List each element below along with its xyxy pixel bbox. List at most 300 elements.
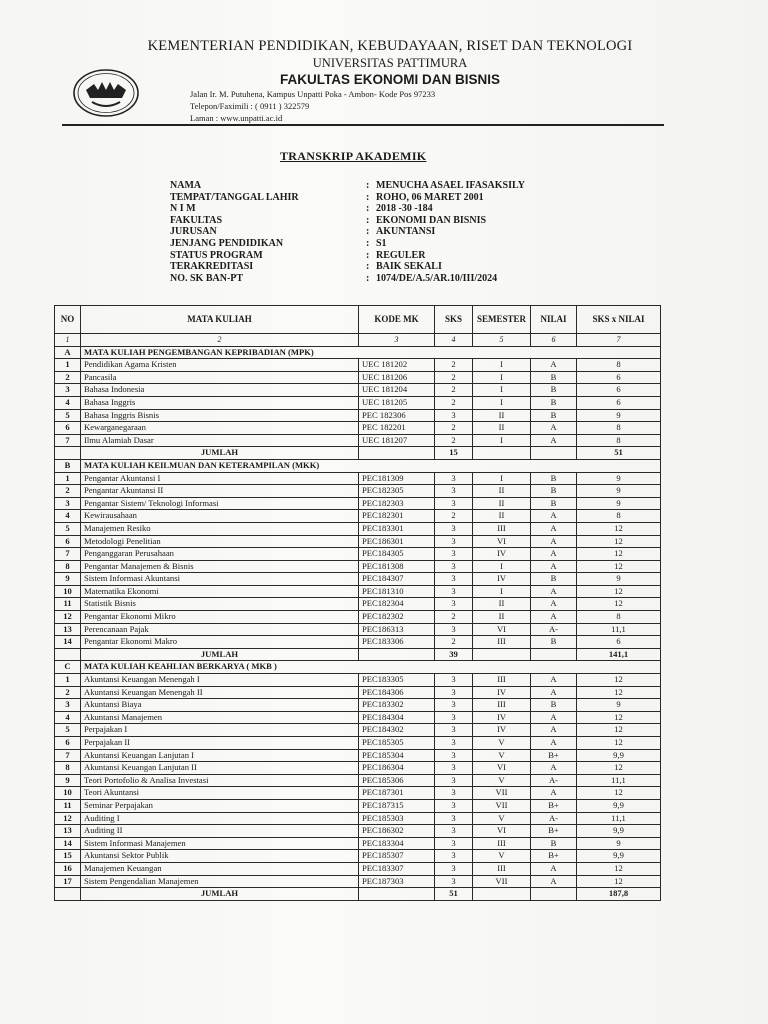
score: 6 (577, 636, 661, 649)
course-name: Akuntansi Biaya (81, 699, 359, 712)
semester: VII (473, 875, 531, 888)
total-spacer (531, 648, 577, 661)
sks: 3 (435, 787, 473, 800)
total-spacer (531, 447, 577, 460)
sks: 3 (435, 875, 473, 888)
score: 6 (577, 396, 661, 409)
info-value: AKUNTANSI (376, 226, 436, 238)
course-name: Seminar Perpajakan (81, 799, 359, 812)
score: 8 (577, 422, 661, 435)
row-no: 4 (55, 711, 81, 724)
info-value: MENUCHA ASAEL IFASAKSILY (376, 180, 525, 191)
score: 9 (577, 472, 661, 485)
course-name: Bahasa Indonesia (81, 384, 359, 397)
sks: 3 (435, 762, 473, 775)
course-code: PEC181309 (359, 472, 435, 485)
course-code: PEC184304 (359, 711, 435, 724)
course-code: PEC186313 (359, 623, 435, 636)
table-row (55, 711, 661, 724)
semester: I (473, 585, 531, 598)
grade: A (531, 510, 577, 523)
info-value: 1074/DE/A.5/AR.10/III/2024 (376, 272, 498, 284)
semester: III (473, 837, 531, 850)
course-name: Manajemen Keuangan (81, 862, 359, 875)
semester: II (473, 611, 531, 624)
score: 12 (577, 875, 661, 888)
course-code: UEC 181204 (359, 384, 435, 397)
student-info-row (170, 273, 525, 285)
course-name: Akuntansi Keuangan Lanjutan II (81, 762, 359, 775)
grade: B (531, 497, 577, 510)
grade: A (531, 585, 577, 598)
course-name: Bahasa Inggris Bisnis (81, 409, 359, 422)
sks: 2 (435, 636, 473, 649)
table-row (55, 636, 661, 649)
table-row (55, 686, 661, 699)
course-name: Pengantar Manajemen & Bisnis (81, 560, 359, 573)
score: 9 (577, 699, 661, 712)
table-row (55, 573, 661, 586)
info-value: EKONOMI DAN BISNIS (376, 214, 487, 226)
table-row (55, 611, 661, 624)
faculty-name: FAKULTAS EKONOMI DAN BISNIS (279, 72, 500, 87)
total-sks: 51 (435, 888, 473, 901)
university-name: UNIVERSITAS PATTIMURA (312, 56, 468, 70)
info-colon: : (366, 237, 370, 249)
info-label: FAKULTAS (170, 214, 223, 226)
row-no: 12 (55, 611, 81, 624)
info-colon: : (366, 226, 370, 238)
student-info-row (170, 180, 525, 192)
course-code: PEC186304 (359, 762, 435, 775)
course-code: PEC183304 (359, 837, 435, 850)
course-code: PEC184306 (359, 686, 435, 699)
row-no: 7 (55, 434, 81, 447)
course-name: Ilmu Alamiah Dasar (81, 434, 359, 447)
total-spacer (531, 888, 577, 901)
score: 11,1 (577, 812, 661, 825)
grade: A- (531, 812, 577, 825)
row-no: 14 (55, 837, 81, 850)
total-sks: 15 (435, 447, 473, 460)
col-header-grade: NILAI (531, 306, 577, 334)
student-info-row (170, 238, 525, 250)
table-row (55, 585, 661, 598)
course-name: Metodologi Penelitian (81, 535, 359, 548)
grade: A (531, 724, 577, 737)
grade: A (531, 548, 577, 561)
row-no: 11 (55, 799, 81, 812)
semester: VI (473, 825, 531, 838)
grade: B (531, 384, 577, 397)
course-name: Akuntansi Keuangan Menengah II (81, 686, 359, 699)
course-code: PEC183301 (359, 522, 435, 535)
grade: A (531, 674, 577, 687)
score: 9 (577, 497, 661, 510)
info-colon: : (366, 272, 370, 284)
table-row (55, 485, 661, 498)
grade: A (531, 359, 577, 372)
semester: IV (473, 573, 531, 586)
total-spacer (359, 648, 435, 661)
semester: I (473, 472, 531, 485)
course-name: Akuntansi Manajemen (81, 711, 359, 724)
row-no: 10 (55, 787, 81, 800)
course-code: PEC184307 (359, 573, 435, 586)
semester: V (473, 749, 531, 762)
row-no: 3 (55, 497, 81, 510)
sks: 3 (435, 674, 473, 687)
course-name: Kewirausahaan (81, 510, 359, 523)
grade: B+ (531, 749, 577, 762)
course-name: Auditing II (81, 825, 359, 838)
row-no: 3 (55, 699, 81, 712)
grade: A (531, 598, 577, 611)
sks: 3 (435, 535, 473, 548)
sks: 3 (435, 711, 473, 724)
row-no: 5 (55, 724, 81, 737)
sks: 3 (435, 623, 473, 636)
section-letter: A (55, 346, 81, 359)
score: 12 (577, 787, 661, 800)
sks: 3 (435, 799, 473, 812)
col-number-row (55, 334, 661, 347)
course-code: PEC184302 (359, 724, 435, 737)
row-no: 8 (55, 762, 81, 775)
table-row (55, 623, 661, 636)
total-spacer (473, 447, 531, 460)
table-row (55, 862, 661, 875)
course-code: PEC 182201 (359, 422, 435, 435)
total-sks: 39 (435, 648, 473, 661)
course-code: PEC181310 (359, 585, 435, 598)
total-spacer (359, 888, 435, 901)
col-number: 1 (55, 334, 81, 347)
info-colon: : (366, 261, 370, 273)
header-row (55, 306, 661, 334)
grade: A (531, 522, 577, 535)
score: 12 (577, 560, 661, 573)
grade: A (531, 434, 577, 447)
student-info-row (170, 250, 525, 262)
course-name: Perpajakan II (81, 737, 359, 750)
row-no: 7 (55, 749, 81, 762)
semester: VI (473, 762, 531, 775)
info-colon: : (366, 214, 370, 226)
sks: 3 (435, 686, 473, 699)
sks: 3 (435, 724, 473, 737)
sks: 3 (435, 737, 473, 750)
course-name: Pengantar Sistem/ Teknologi Informasi (81, 497, 359, 510)
table-row (55, 825, 661, 838)
semester: I (473, 371, 531, 384)
sks: 3 (435, 774, 473, 787)
score: 12 (577, 862, 661, 875)
sks: 3 (435, 837, 473, 850)
header-divider (62, 124, 664, 126)
table-row (55, 371, 661, 384)
grade: B (531, 371, 577, 384)
course-code: PEC 182306 (359, 409, 435, 422)
course-code: PEC182302 (359, 611, 435, 624)
address-line: Jalan Ir. M. Putuhena, Kampus Unpatti Poka - Ambon- Kode Pos 97233 (190, 89, 436, 99)
course-code: PEC187301 (359, 787, 435, 800)
info-value: 2018 -30 -184 (376, 203, 433, 215)
course-name: Kewarganegaraan (81, 422, 359, 435)
student-info-row (170, 215, 525, 227)
info-colon: : (366, 180, 370, 191)
table-row (55, 384, 661, 397)
info-label: NO. SK BAN-PT (170, 272, 244, 284)
info-colon: : (366, 203, 370, 215)
course-code: PEC183302 (359, 699, 435, 712)
student-info-row (170, 226, 525, 238)
course-name: Auditing I (81, 812, 359, 825)
grade: B+ (531, 799, 577, 812)
score: 12 (577, 535, 661, 548)
course-name: Teori Portofolio & Analisa Investasi (81, 774, 359, 787)
course-code: PEC185303 (359, 812, 435, 825)
semester: IV (473, 686, 531, 699)
row-no: 1 (55, 472, 81, 485)
score: 9,9 (577, 799, 661, 812)
grade: A (531, 862, 577, 875)
table-row (55, 535, 661, 548)
info-value: ROHO, 06 MARET 2001 (376, 191, 484, 203)
grade: A (531, 875, 577, 888)
course-name: Akuntansi Keuangan Menengah I (81, 674, 359, 687)
sks: 3 (435, 409, 473, 422)
grade: B (531, 396, 577, 409)
score: 12 (577, 762, 661, 775)
table-row (55, 598, 661, 611)
course-code: PEC183305 (359, 674, 435, 687)
semester: III (473, 699, 531, 712)
sks: 2 (435, 396, 473, 409)
row-no: 1 (55, 674, 81, 687)
section-header-row (55, 661, 661, 674)
phone-line: Telepon/Faximili : ( 0911 ) 322579 (190, 101, 310, 111)
col-number: 2 (81, 334, 359, 347)
grade: A (531, 535, 577, 548)
table-row (55, 837, 661, 850)
score: 12 (577, 598, 661, 611)
total-label: JUMLAH (81, 888, 359, 901)
course-code: PEC182305 (359, 485, 435, 498)
col-header-course: MATA KULIAH (81, 306, 359, 334)
course-code: UEC 181207 (359, 434, 435, 447)
row-no: 1 (55, 359, 81, 372)
course-code: UEC 181206 (359, 371, 435, 384)
semester: I (473, 359, 531, 372)
course-code: PEC185307 (359, 850, 435, 863)
sks: 3 (435, 560, 473, 573)
student-info-row (170, 203, 525, 215)
row-no: 6 (55, 535, 81, 548)
total-spacer (359, 447, 435, 460)
table-row (55, 787, 661, 800)
total-score: 51 (577, 447, 661, 460)
row-no: 5 (55, 409, 81, 422)
info-label: JENJANG PENDIDIKAN (170, 237, 284, 249)
grade: B (531, 636, 577, 649)
row-no: 12 (55, 812, 81, 825)
row-no: 13 (55, 825, 81, 838)
info-value: REGULER (376, 249, 426, 261)
section-title: MATA KULIAH KEILMUAN DAN KETERAMPILAN (MKK) (81, 459, 661, 472)
score: 12 (577, 686, 661, 699)
score: 9 (577, 573, 661, 586)
course-name: Akuntansi Keuangan Lanjutan I (81, 749, 359, 762)
table-row (55, 850, 661, 863)
row-no: 7 (55, 548, 81, 561)
grade: B+ (531, 850, 577, 863)
section-letter: C (55, 661, 81, 674)
score: 9,9 (577, 825, 661, 838)
table-row (55, 510, 661, 523)
semester: III (473, 674, 531, 687)
grade: A (531, 611, 577, 624)
course-code: PEC183307 (359, 862, 435, 875)
semester: III (473, 862, 531, 875)
course-code: PEC184305 (359, 548, 435, 561)
semester: IV (473, 724, 531, 737)
semester: III (473, 522, 531, 535)
grade: A (531, 737, 577, 750)
col-number: 6 (531, 334, 577, 347)
score: 9 (577, 409, 661, 422)
row-no: 11 (55, 598, 81, 611)
table-row (55, 812, 661, 825)
info-label: JURUSAN (170, 226, 217, 238)
grade: A (531, 762, 577, 775)
course-name: Perencanaan Pajak (81, 623, 359, 636)
semester: IV (473, 711, 531, 724)
col-header-code: KODE MK (359, 306, 435, 334)
semester: II (473, 510, 531, 523)
row-no: 15 (55, 850, 81, 863)
score: 12 (577, 724, 661, 737)
row-no: 6 (55, 422, 81, 435)
course-name: Manajemen Resiko (81, 522, 359, 535)
score: 8 (577, 611, 661, 624)
semester: VII (473, 787, 531, 800)
sks: 2 (435, 510, 473, 523)
col-header-semester: SEMESTER (473, 306, 531, 334)
grade: A (531, 422, 577, 435)
score: 12 (577, 548, 661, 561)
total-spacer (55, 888, 81, 901)
course-name: Penganggaran Perusahaan (81, 548, 359, 561)
grade: B (531, 472, 577, 485)
grade: A (531, 686, 577, 699)
row-no: 13 (55, 623, 81, 636)
row-no: 16 (55, 862, 81, 875)
score: 12 (577, 737, 661, 750)
score: 9 (577, 485, 661, 498)
sks: 3 (435, 850, 473, 863)
website-line: Laman : www.unpatti.ac.id (190, 113, 283, 123)
course-name: Sistem Informasi Manajemen (81, 837, 359, 850)
table-row (55, 422, 661, 435)
student-info-row (170, 192, 525, 204)
table-row (55, 522, 661, 535)
course-code: PEC186301 (359, 535, 435, 548)
section-header-row (55, 459, 661, 472)
total-spacer (473, 648, 531, 661)
course-name: Pendidikan Agama Kristen (81, 359, 359, 372)
score: 12 (577, 711, 661, 724)
semester: V (473, 850, 531, 863)
sks: 3 (435, 862, 473, 875)
grade: B (531, 409, 577, 422)
semester: II (473, 485, 531, 498)
row-no: 6 (55, 737, 81, 750)
course-code: PEC185304 (359, 749, 435, 762)
course-name: Pengantar Akuntansi I (81, 472, 359, 485)
row-no: 4 (55, 396, 81, 409)
total-spacer (473, 888, 531, 901)
semester: II (473, 422, 531, 435)
course-name: Pengantar Akuntansi II (81, 485, 359, 498)
table-row (55, 799, 661, 812)
semester: I (473, 384, 531, 397)
sks: 2 (435, 422, 473, 435)
semester: VII (473, 799, 531, 812)
course-name: Bahasa Inggris (81, 396, 359, 409)
total-score: 187,8 (577, 888, 661, 901)
course-code: PEC182301 (359, 510, 435, 523)
total-spacer (55, 447, 81, 460)
info-colon: : (366, 191, 370, 203)
course-name: Perpajakan I (81, 724, 359, 737)
course-code: PEC182304 (359, 598, 435, 611)
transcript-table (54, 305, 661, 901)
score: 12 (577, 674, 661, 687)
info-value: BAIK SEKALI (376, 261, 442, 273)
course-name: Sistem Pengendalian Manajemen (81, 875, 359, 888)
section-letter: B (55, 459, 81, 472)
total-label: JUMLAH (81, 648, 359, 661)
table-row (55, 359, 661, 372)
row-no: 5 (55, 522, 81, 535)
course-name: Akuntansi Sektor Publik (81, 850, 359, 863)
table-row (55, 749, 661, 762)
info-label: N I M (170, 203, 196, 215)
sks: 3 (435, 598, 473, 611)
table-row (55, 699, 661, 712)
student-info-row (170, 261, 525, 273)
score: 12 (577, 522, 661, 535)
sks: 3 (435, 522, 473, 535)
score: 8 (577, 434, 661, 447)
section-header-row (55, 346, 661, 359)
semester: V (473, 774, 531, 787)
course-code: PEC186302 (359, 825, 435, 838)
total-row (55, 888, 661, 901)
course-code: PEC182303 (359, 497, 435, 510)
course-name: Pengantar Ekonomi Mikro (81, 611, 359, 624)
grade: A- (531, 774, 577, 787)
info-colon: : (366, 249, 370, 261)
sks: 2 (435, 359, 473, 372)
sks: 3 (435, 585, 473, 598)
course-code: PEC185306 (359, 774, 435, 787)
row-no: 2 (55, 686, 81, 699)
semester: VI (473, 623, 531, 636)
sks: 2 (435, 371, 473, 384)
course-name: Pengantar Ekonomi Makro (81, 636, 359, 649)
